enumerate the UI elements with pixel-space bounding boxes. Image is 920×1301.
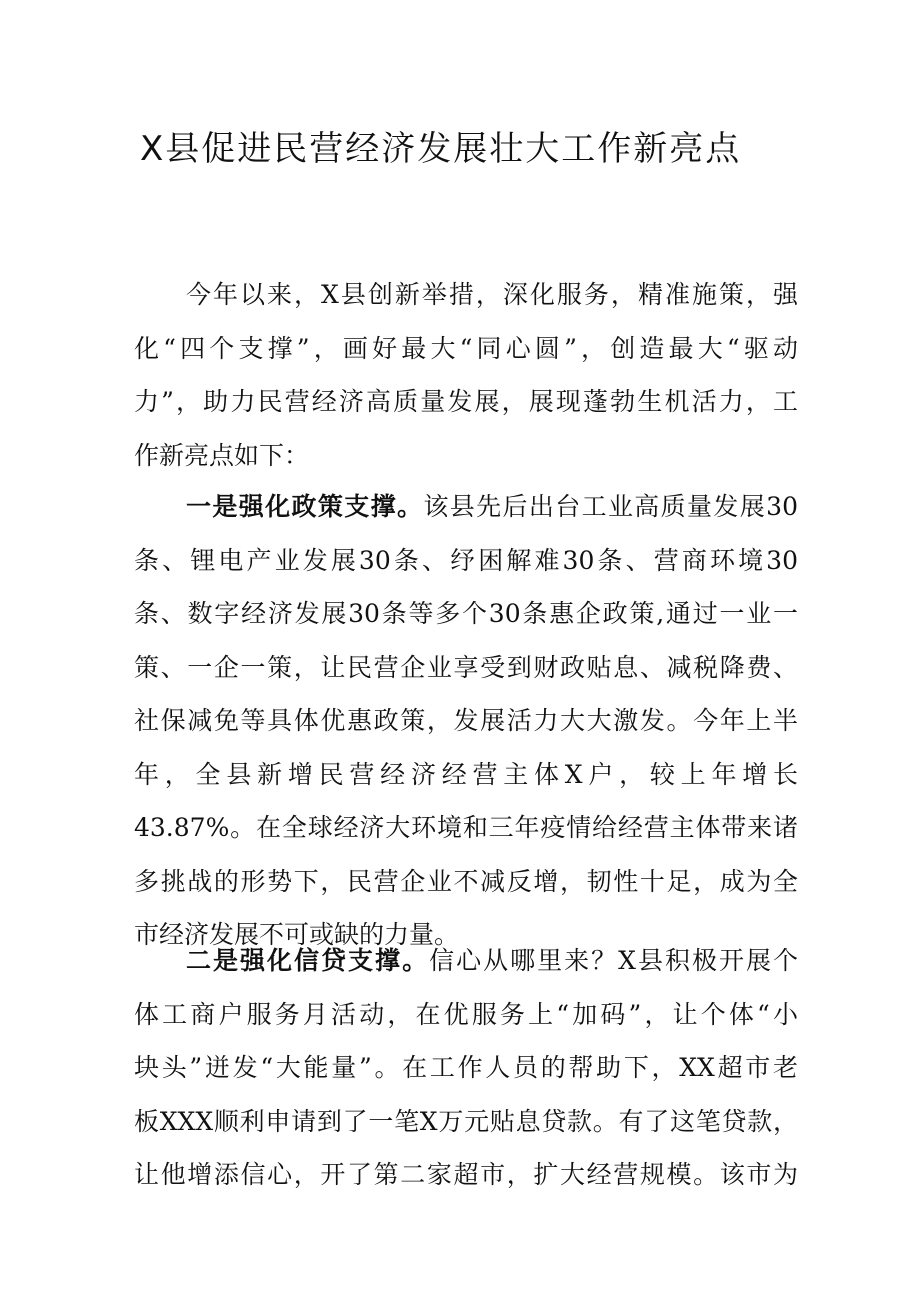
paragraph-line: 化“四个支撑”，画好最大“同心圆”，创造最大“驱动: [134, 333, 798, 363]
paragraph-line: 多挑战的形势下，民营企业不减反增，韧性十足，成为全: [134, 866, 798, 896]
paragraph-line: 让他增添信心，开了第二家超市，扩大经营规模。该市为: [134, 1160, 798, 1189]
paragraph-lead: 二是强化信贷支撑。: [186, 946, 430, 975]
paragraph-intro: [134, 268, 798, 482]
paragraph-line: 体工商户服务月活动，在优服务上“加码”，让个体“小: [134, 999, 798, 1029]
paragraph-line: 力”，助力民营经济高质量发展，展现蓬勃生机活力，工: [134, 387, 798, 416]
paragraph-line: 策、一企一策，让民营企业享受到财政贴息、减税降费、: [134, 652, 798, 682]
paragraph-line: 板XXX顺利申请到了一笔X万元贴息贷款。有了这笔贷款，: [134, 1106, 798, 1136]
paragraph-line: [134, 934, 798, 988]
document-title: X县促进民营经济发展壮大工作新亮点: [140, 129, 742, 169]
paragraph-line: [134, 480, 798, 534]
paragraph-line: 43.87%。在全球经济大环境和三年疫情给经营主体带来诸: [134, 813, 798, 842]
paragraph-line: 社保减免等具体优惠政策，发展活力大大激发。今年上半: [134, 706, 798, 735]
paragraph-line: 今年以来，X县创新举措，深化服务，精准施策，强: [186, 280, 798, 309]
paragraph-line: 块头”迸发“大能量”。在工作人员的帮助下，XX超市老: [134, 1053, 798, 1082]
paragraph-lead: 一是强化政策支撑。: [186, 492, 424, 521]
paragraph-line: 市经济发展不可或缺的力量。: [134, 920, 460, 949]
paragraph-line: 年，全县新增民营经济经营主体X户，较上年增长: [134, 759, 798, 789]
paragraph-policy-support: [134, 480, 798, 962]
paragraph-credit-support: [134, 934, 798, 1202]
paragraph-line: 作新亮点如下：: [134, 440, 310, 470]
paragraph-line-text: 该县先后出台工业高质量发展30: [423, 492, 798, 521]
paragraph-line: 条、数字经济发展30条等多个30条惠企政策,通过一业一: [134, 599, 798, 628]
paragraph-line-text: 信心从哪里来？X县积极开展个: [429, 946, 798, 975]
paragraph-line: 条、锂电产业发展30条、纾困解难30条、营商环境30: [134, 545, 798, 575]
